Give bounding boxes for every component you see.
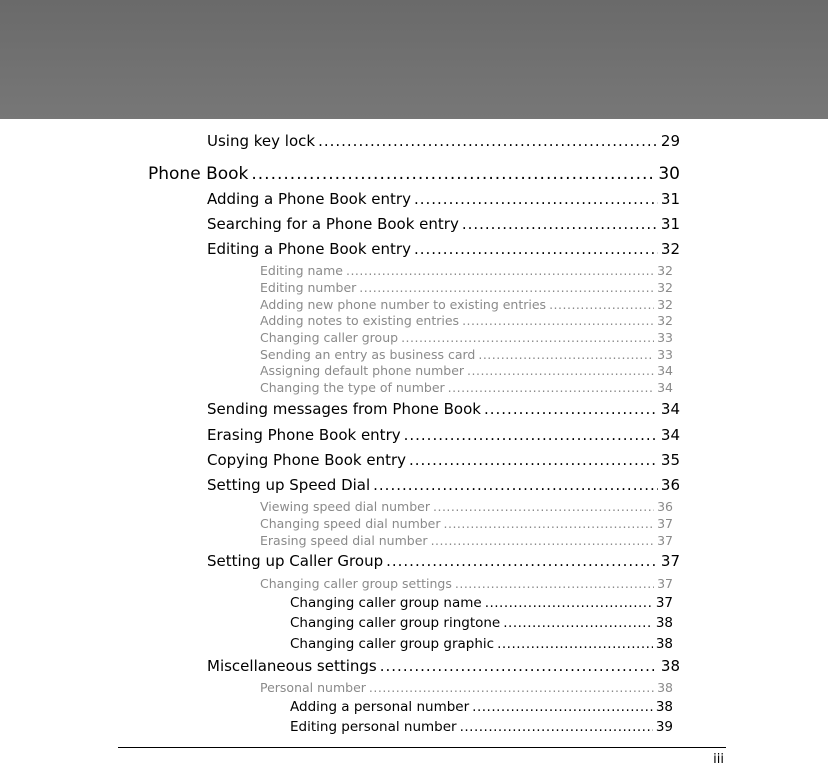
toc-entry-title: Sending messages from Phone Book xyxy=(207,400,481,418)
toc-entry-page: 31 xyxy=(660,190,680,208)
toc-entry[interactable] xyxy=(207,400,680,418)
dot-leader xyxy=(462,215,658,233)
dot-leader xyxy=(369,680,654,695)
toc-entry-title: Editing personal number xyxy=(290,719,457,735)
toc-entry-page: 36 xyxy=(660,476,680,494)
toc-entry-title: Miscellaneous settings xyxy=(207,657,377,675)
toc-section-heading[interactable] xyxy=(148,164,680,184)
dot-leader xyxy=(455,576,654,591)
toc-entry-page: 37 xyxy=(655,595,673,611)
toc-entry-page: 32 xyxy=(657,280,673,295)
toc-entry-title: Adding a personal number xyxy=(290,699,470,715)
toc-subentry[interactable] xyxy=(260,680,673,695)
toc-entry-title: Assigning default phone number xyxy=(260,363,465,378)
toc-entry-title: Adding notes to existing entries xyxy=(260,313,460,328)
dot-leader xyxy=(448,380,654,395)
dot-leader xyxy=(467,363,654,378)
dot-leader xyxy=(404,426,658,444)
toc-entry-title: Erasing speed dial number xyxy=(260,533,428,548)
toc-subentry[interactable] xyxy=(260,576,673,591)
toc-subentry[interactable] xyxy=(260,533,673,548)
toc-subentry[interactable] xyxy=(260,313,673,328)
toc-subentry[interactable] xyxy=(260,363,673,378)
toc-entry[interactable] xyxy=(207,451,680,469)
dot-leader xyxy=(433,499,654,514)
toc-entry[interactable] xyxy=(207,476,680,494)
toc-entry-title: Editing name xyxy=(260,263,343,278)
toc-entry-page: 33 xyxy=(657,347,673,362)
toc-entry-title: Changing the type of number xyxy=(260,380,445,395)
toc-entry-page: 34 xyxy=(660,400,680,418)
toc-entry-page: 37 xyxy=(657,576,673,591)
toc-entry[interactable] xyxy=(207,657,680,675)
dot-leader xyxy=(444,516,655,531)
dot-leader xyxy=(401,330,654,345)
toc-entry-title: Viewing speed dial number xyxy=(260,499,431,514)
toc-entry-title: Erasing Phone Book entry xyxy=(207,426,401,444)
toc-entry-title: Changing caller group ringtone xyxy=(290,615,501,631)
toc-entry-title: Changing speed dial number xyxy=(260,516,441,531)
toc-entry-title: Changing caller group xyxy=(260,330,399,345)
toc-entry-page: 38 xyxy=(655,699,673,715)
toc-subsubentry[interactable] xyxy=(290,615,673,631)
toc-entry-title: Searching for a Phone Book entry xyxy=(207,215,459,233)
dot-leader xyxy=(478,347,654,362)
dot-leader xyxy=(472,699,653,715)
dot-leader xyxy=(485,595,653,611)
toc-entry-title: Personal number xyxy=(260,680,366,695)
toc-entry[interactable] xyxy=(207,552,680,570)
dot-leader xyxy=(318,132,658,150)
toc-entry-page: 38 xyxy=(660,657,680,675)
toc-entry-page: 34 xyxy=(660,426,680,444)
toc-entry-title: Setting up Speed Dial xyxy=(207,476,371,494)
toc-entry-title: Phone Book xyxy=(148,164,249,184)
toc-entry-page: 36 xyxy=(657,499,673,514)
toc-subsubentry[interactable] xyxy=(290,595,673,611)
toc-entry-page: 37 xyxy=(657,533,673,548)
toc-entry-page: 31 xyxy=(660,215,680,233)
dot-leader xyxy=(414,190,658,208)
toc-subentry[interactable] xyxy=(260,380,673,395)
toc-entry-title: Changing caller group graphic xyxy=(290,636,495,652)
toc-entry-page: 37 xyxy=(660,552,680,570)
toc-entry-title: Changing caller group name xyxy=(290,595,482,611)
toc-entry-page: 29 xyxy=(660,132,680,150)
dot-leader xyxy=(386,552,658,570)
footer-rule xyxy=(118,747,726,748)
dot-leader xyxy=(359,280,654,295)
toc-subsubentry[interactable] xyxy=(290,636,673,652)
toc-entry-title: Sending an entry as business card xyxy=(260,347,476,362)
toc-entry-page: 35 xyxy=(660,451,680,469)
dot-leader xyxy=(409,451,658,469)
toc-subsubentry[interactable] xyxy=(290,699,673,715)
toc-entry[interactable] xyxy=(207,190,680,208)
toc-subsubentry[interactable] xyxy=(290,719,673,735)
toc-entry-page: 30 xyxy=(658,164,680,184)
toc-entry-page: 38 xyxy=(655,636,673,652)
toc-entry-page: 32 xyxy=(660,240,680,258)
toc-entry-page: 39 xyxy=(655,719,673,735)
dot-leader xyxy=(346,263,654,278)
dot-leader xyxy=(460,719,653,735)
toc-entry-page: 34 xyxy=(657,363,673,378)
toc-entry-page: 38 xyxy=(655,615,673,631)
toc-entry-title: Adding a Phone Book entry xyxy=(207,190,411,208)
toc-entry-title: Editing a Phone Book entry xyxy=(207,240,411,258)
dot-leader xyxy=(503,615,653,631)
dot-leader xyxy=(380,657,658,675)
toc-entry-title: Editing number xyxy=(260,280,357,295)
toc-entry-page: 32 xyxy=(657,313,673,328)
toc-entry-page: 37 xyxy=(657,516,673,531)
toc-entry-page: 38 xyxy=(657,680,673,695)
dot-leader xyxy=(414,240,658,258)
toc-subentry[interactable] xyxy=(260,347,673,362)
dot-leader xyxy=(484,400,658,418)
toc-entry-title: Setting up Caller Group xyxy=(207,552,384,570)
dot-leader xyxy=(549,297,654,312)
toc-subentry[interactable] xyxy=(260,330,673,345)
toc-entry-title: Copying Phone Book entry xyxy=(207,451,407,469)
toc-entry[interactable] xyxy=(207,426,680,444)
dot-leader xyxy=(431,533,655,548)
toc-subentry[interactable] xyxy=(260,297,673,312)
toc-entry-page: 32 xyxy=(657,263,673,278)
dot-leader xyxy=(373,476,658,494)
toc-entry-page: 33 xyxy=(657,330,673,345)
page-number: iii xyxy=(713,752,724,767)
toc-subentry[interactable] xyxy=(260,499,673,514)
toc-subentry[interactable] xyxy=(260,263,673,278)
toc-entry-title: Using key lock xyxy=(207,132,316,150)
dot-leader xyxy=(462,313,654,328)
toc-entry-page: 34 xyxy=(657,380,673,395)
toc-entry[interactable] xyxy=(207,132,680,150)
dot-leader xyxy=(251,164,655,184)
dot-leader xyxy=(497,636,653,652)
toc-entry-page: 32 xyxy=(657,297,673,312)
toc-subentry[interactable] xyxy=(260,280,673,295)
toc-entry-title: Changing caller group settings xyxy=(260,576,452,591)
toc-entry-title: Adding new phone number to existing entries xyxy=(260,297,547,312)
toc-subentry[interactable] xyxy=(260,516,673,531)
toc-entry[interactable] xyxy=(207,240,680,258)
toc-entry[interactable] xyxy=(207,215,680,233)
